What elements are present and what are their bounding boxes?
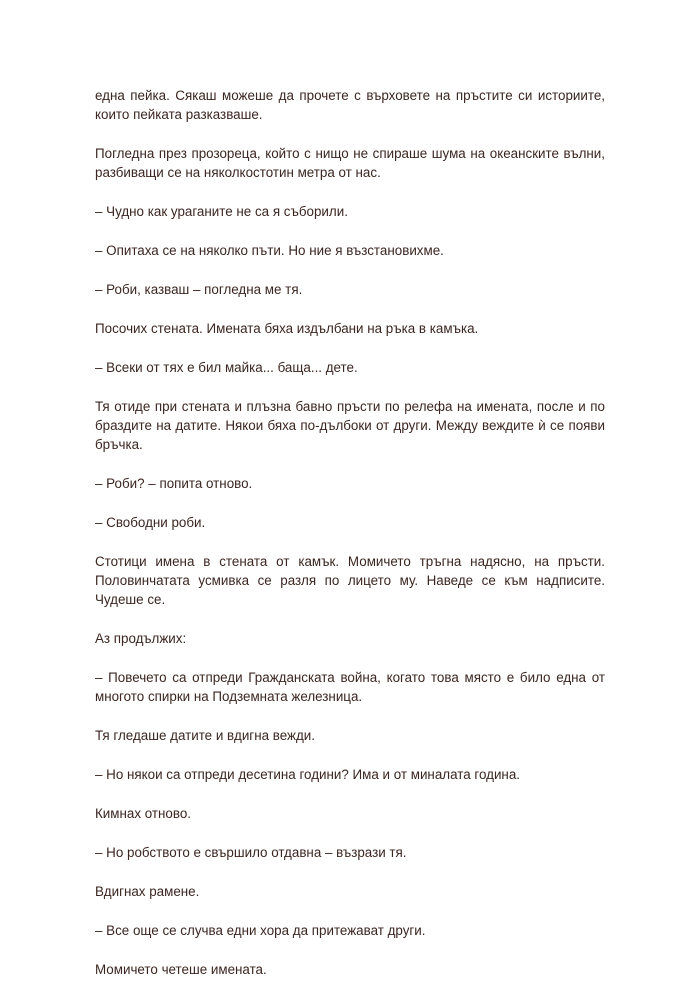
paragraph: – Всеки от тях е бил майка... баща... дете. [95, 360, 358, 375]
paragraph: Стотици имена в стената от камък. Момичето тръгна надясно, на пръсти. Половинчатата усмивка се разля по лицето му. Наведе се към надписите. Чудеше се. [95, 554, 605, 607]
paragraph: една пейка. Сякаш можеше да прочете с върховете на пръстите си историите, които пейката разказваше. [95, 88, 605, 122]
paragraph: Тя отиде при стената и плъзна бавно пръсти по релефа на имената, после и по браздите на датите. Някои бяха по-дълбоки от други. Между веждите ѝ се появи бръчка. [95, 399, 605, 452]
paragraph: Тя гледаше датите и вдигна вежди. [95, 728, 315, 743]
paragraph: – Но някои са отпреди десетина години? Има и от миналата година. [95, 767, 520, 782]
paragraph: – Опитаха се на няколко пъти. Но ние я възстановихме. [95, 243, 444, 258]
paragraph: Посочих стената. Имената бяха издълбани на ръка в камъка. [95, 321, 479, 336]
paragraph: – Свободни роби. [95, 515, 206, 530]
paragraph: – Роби, казваш – погледна ме тя. [95, 282, 303, 297]
paragraph: Аз продължих: [95, 631, 187, 646]
paragraph: – Но робството е свършило отдавна – възрази тя. [95, 845, 407, 860]
paragraph: Момичето четеше имената. [95, 962, 267, 977]
paragraph: Кимнах отново. [95, 806, 192, 821]
paragraph: Погледна през прозореца, който с нищо не спираше шума на океанските вълни, разбиващи се на няколкостотин метра от нас. [95, 146, 605, 180]
document-body [95, 86, 605, 999]
paragraph: Вдигнах рамене. [95, 884, 200, 899]
paragraph: – Повечето са отпреди Гражданската война, когато това място е било една от многото спирки на Подземната железница. [95, 670, 605, 704]
paragraph: – Чудно как ураганите не са я съборили. [95, 204, 348, 219]
paragraph: – Все още се случва едни хора да притежават други. [95, 923, 426, 938]
paragraph: – Роби? – попита отново. [95, 476, 253, 491]
